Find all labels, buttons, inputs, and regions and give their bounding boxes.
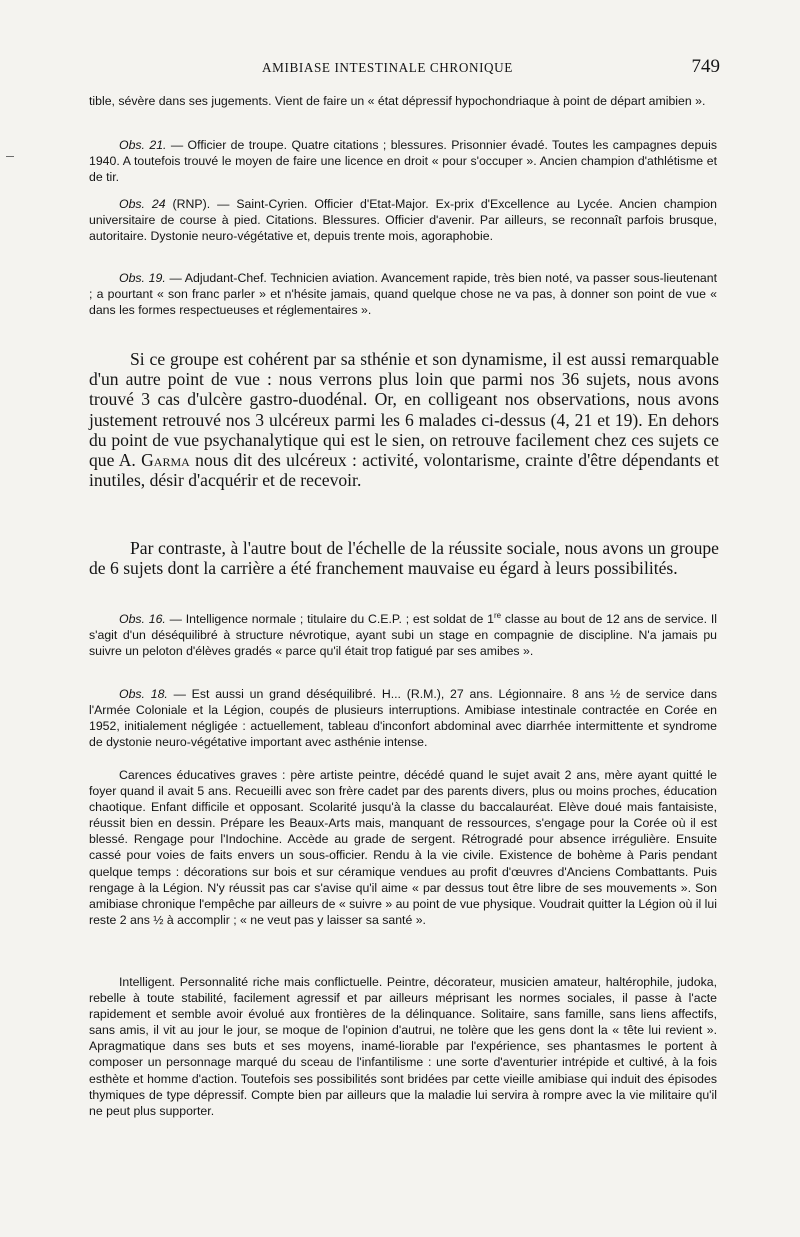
- paragraph-intelligent: [89, 974, 717, 1119]
- observation-19: [89, 270, 717, 318]
- observation-16: [89, 611, 717, 659]
- paragraph-text: Carences éducatives graves : père artiste peintre, décédé quand le sujet avait 2 ans, mère ayant quitté le foyer quand il avait 5 ans. Recueilli avec son frère cadet par des parents divers, plus ou moins proches, éducation chaotique. Enfant difficile et opposant. Scolarité jusqu'à la classe du baccalauréat. Elève doué mais fantaisiste, réussit bien en dessin. Prépare les Beaux-Arts mais, manquant de ressources, s'engage pour la Corée où il est blessé. Rengage pour l'Indochine. Accède au grade de sergent. Rétrogradé pour absence irrégulière. Ensuite cassé pour voies de faits envers un sous-officier. Rendu à la vie civile. Existence de bohème à Paris pendant quelque temps : décorations sur bois et sur céramique vendues au profit d'œuvres d'Anciens Combattants. Puis rengage à la Légion. N'y réussit pas car s'avise qu'il aime « par dessus tout être libre de ses mouvements ». Son amibiase chronique l'empêche par ailleurs de « suivre » au point de vue physique. Voudrait quitter la Légion où il lui reste 2 ans ½ à accomplir ; « ne veut pas y laisser sa santé ».: [89, 768, 717, 927]
- paragraph-text: Intelligent. Personnalité riche mais conflictuelle. Peintre, décorateur, musicien amateur, haltérophile, judoka, rebelle à toute stabilité, facilement agressif et par ailleurs méprisant les normes sociales, il passe à l'acte rapidement et semble avoir évolué aux frontières de la délinquance. Solitaire, sans famille, sans liens affectifs, sans amis, il vit au jour le jour, se moque de l'opinion d'autrui, ne tolère que les gens dont la « tête lui revient ». Apragmatique dans ses buts et ses moyens, inamé-liorable par l'expérience, ses phantasmes le portent à composer un personnage marqué du sceau de l'infantilisme : une sorte d'aventurier intrépide et cultivé, à la fois esthète et homme d'action. Toutefois ses possibilités sont bridées par cette vieille amibiase qui induit des épisodes thymiques de type dépressif. Compte bien par ailleurs que la maladie lui servira à rompre avec la vie militaire qu'il ne peut plus supporter.: [89, 975, 717, 1118]
- observation-label: Obs. 19.: [119, 271, 166, 285]
- margin-mark: [6, 156, 14, 157]
- paragraph-continuation: [89, 93, 717, 109]
- running-header: [0, 58, 800, 82]
- running-title: AMIBIASE INTESTINALE CHRONIQUE: [262, 60, 513, 75]
- page-number: 749: [691, 56, 720, 77]
- paragraph-carences: [89, 767, 717, 928]
- observation-text: — Adjudant-Chef. Technicien aviation. Avancement rapide, très bien noté, va passer sous-lieutenant ; a pourtant « son franc parler » et n'hésite jamais, quand quelque chose ne va pas, à donner son point de vue « dans les formes respectueuses et réglementaires ».: [89, 271, 718, 318]
- paragraph-text: tible, sévère dans ses jugements. Vient de faire un « état dépressif hypochondriaque à point de départ amibien ».: [89, 94, 706, 108]
- observation-text: — Officier de troupe. Quatre citations ; blessures. Prisonnier évadé. Toutes les campagnes depuis 1940. A toutefois trouvé le moyen de faire une licence en droit « pour s'occuper ». Ancien champion d'athlétisme et de tir.: [89, 138, 717, 185]
- paragraph-text: nous dit des ulcéreux : activité, volontarisme, crainte d'être dépendants et inutiles, désir d'acquérir et de recevoir.: [89, 450, 719, 491]
- observation-18: [89, 686, 717, 750]
- author-name: Garma: [141, 450, 190, 471]
- observation-label: Obs. 16.: [119, 612, 166, 626]
- observation-24: [89, 196, 717, 244]
- paragraph-text: Si ce groupe est cohérent par sa sthénie et son dynamisme, il est aussi remarquable d'un autre point de vue : nous verrons plus loin que parmi nos 36 sujets, nous avons trouvé 3 cas d'ulcère gastro-duodénal. Or, en colligeant nos observations, nous avons justement retrouvé nos 3 ulcéreux parmi les 6 malades ci-dessus (4, 21 et 19). En dehors du point de vue psychanalytique qui est le sien, on retrouve facilement chez ces sujets ce que A.: [89, 349, 719, 471]
- ordinal-superscript: re: [494, 610, 502, 620]
- paragraph-text: Par contraste, à l'autre bout de l'échelle de la réussite sociale, nous avons un groupe de 6 sujets dont la carrière a été franchement mauvaise eu égard à leurs possibilités.: [89, 538, 719, 579]
- main-paragraph-contrast: [89, 538, 719, 578]
- observation-label: Obs. 21.: [119, 138, 167, 152]
- observation-text: classe au bout de 12 ans de service. Il s'agit d'un déséquilibré à structure névrotique, ayant subi un stage en compagnie de discipline. N'a jamais pu suivre un peloton d'élèves gradés « parce qu'il était trop fatigué par ses amibes ».: [89, 612, 717, 659]
- observation-label: Obs. 18.: [119, 687, 168, 701]
- observation-21: [89, 137, 717, 185]
- main-paragraph-ulcer: [89, 349, 719, 490]
- observation-label: Obs. 24: [119, 197, 166, 211]
- observation-text: — Intelligence normale ; titulaire du C.E.P. ; est soldat de 1: [165, 612, 494, 626]
- observation-text: — Est aussi un grand déséquilibré. H... (R.M.), 27 ans. Légionnaire. 8 ans ½ de service dans l'Armée Coloniale et la Légion, coupés de plusieurs interruptions. Amibiase intestinale contractée en Corée en 1952, initialement négligée : actuellement, tableau d'inconfort abdominal avec diarrhée intermittente et syndrome de dystonie neuro-végétative important avec asthénie intense.: [89, 687, 717, 750]
- observation-text: (RNP). — Saint-Cyrien. Officier d'Etat-Major. Ex-prix d'Excellence au Lycée. Ancien champion universitaire de course à pied. Citations. Blessures. Officier d'avenir. Par ailleurs, se reconnaît parfois brusque, autoritaire. Dystonie neuro-végétative et, depuis trente mois, agoraphobie.: [89, 197, 717, 244]
